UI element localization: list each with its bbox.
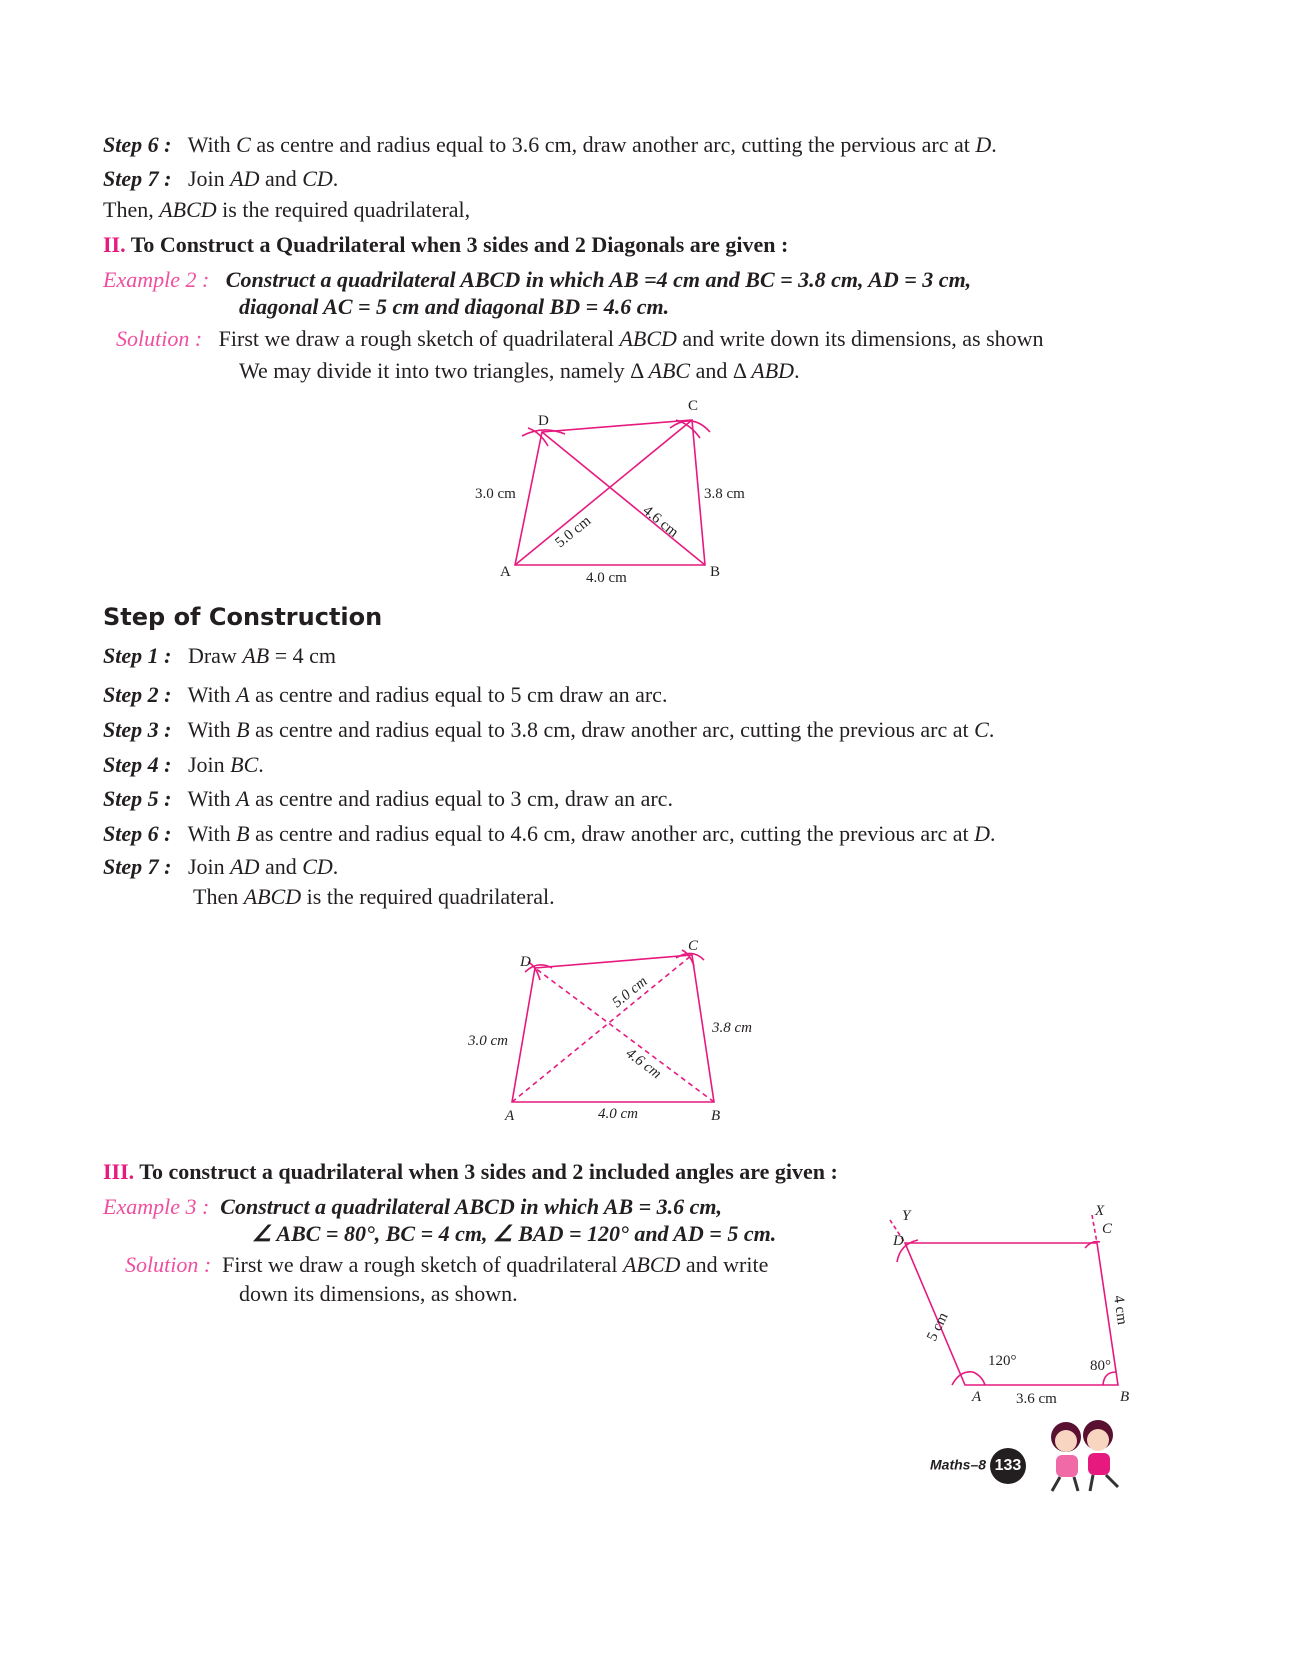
- page-number: 133: [990, 1448, 1026, 1484]
- text-run: and Δ: [690, 358, 752, 383]
- text-run: as centre and radius equal to 3.8 cm, draw another arc, cutting the previous arc at: [249, 717, 975, 742]
- math-variable: AD: [230, 166, 260, 191]
- text-run: .: [794, 358, 800, 383]
- construction-step: [103, 717, 994, 743]
- vertex-label: C: [688, 398, 699, 414]
- math-variable: A: [236, 786, 250, 811]
- diagonal-label: 4.6 cm: [622, 1045, 665, 1083]
- text-run: .: [332, 166, 339, 191]
- vertex-label: D: [538, 413, 549, 429]
- vertex-label: C: [1102, 1221, 1113, 1237]
- step-label: Step 4 :: [103, 752, 172, 777]
- text-run: and write down its dimensions, as shown: [676, 326, 1044, 351]
- side-label: 3.0 cm: [475, 486, 516, 502]
- angle-label: 80°: [1090, 1358, 1111, 1374]
- text-run: We may divide it into two triangles, namely Δ: [239, 358, 649, 383]
- construction-labels: [467, 938, 752, 1124]
- solution-label: Solution :: [116, 326, 203, 351]
- math-variable: ABC: [648, 358, 691, 383]
- book-title: Maths–8: [930, 1456, 987, 1473]
- vertex-label: B: [1120, 1389, 1130, 1405]
- vertex-label: D: [520, 954, 531, 970]
- example-text: Construct a quadrilateral ABCD in which AB =4 cm and BC = 3.8 cm, AD = 3 cm,: [225, 267, 972, 292]
- math-variable: D: [974, 821, 991, 846]
- step-text: [188, 821, 996, 846]
- math-variable: B: [236, 717, 250, 742]
- text-run: and: [259, 166, 303, 191]
- vertex-label: B: [711, 1108, 721, 1124]
- step-text: [188, 643, 336, 668]
- example-text-2: ∠ ABC = 80°, BC = 4 cm, ∠ BAD = 120° and AD = 5 cm.: [252, 1221, 777, 1246]
- text-run: is the required quadrilateral.: [301, 884, 555, 909]
- text-run: .: [990, 821, 996, 846]
- side-label: 3.0 cm: [468, 1033, 508, 1049]
- section-2-heading: [103, 232, 788, 258]
- side-label: 4.0 cm: [586, 570, 627, 586]
- example-label: Example 3 :: [103, 1194, 210, 1219]
- text-run: and write: [680, 1252, 769, 1277]
- text-run: With: [187, 132, 237, 157]
- section-title: To construct a quadrilateral when 3 sides and 2 included angles are given :: [139, 1159, 838, 1184]
- prev-conclusion: [103, 197, 470, 223]
- example-text-2: diagonal AC = 5 cm and diagonal BD = 4.6 cm.: [239, 294, 670, 319]
- ray-label: X: [1095, 1203, 1105, 1219]
- section-title: To Construct a Quadrilateral when 3 sides and 2 Diagonals are given :: [130, 232, 789, 257]
- text-run: Then: [193, 884, 244, 909]
- step-text: [188, 854, 338, 879]
- math-variable: ABCD: [159, 197, 217, 222]
- example-label: Example 2 :: [103, 267, 210, 292]
- math-variable: ABCD: [622, 1252, 681, 1277]
- construction-heading: Step of Construction: [103, 603, 383, 631]
- ray-label: Y: [902, 1208, 911, 1224]
- solution-3: [125, 1252, 768, 1278]
- vertex-label: D: [893, 1233, 904, 1249]
- vertex-label: B: [710, 564, 721, 580]
- example-text: Construct a quadrilateral ABCD in which AB = 3.6 cm,: [220, 1194, 723, 1219]
- vertex-label: C: [688, 938, 699, 954]
- prev-step-6: [103, 132, 997, 158]
- text-run: as centre and radius equal to 5 cm draw an arc.: [249, 682, 668, 707]
- construction-step: [103, 752, 264, 778]
- section-number: III.: [103, 1159, 135, 1184]
- rough-sketch-labels: [475, 398, 745, 586]
- text-run: .: [258, 752, 264, 777]
- math-variable: ABCD: [243, 884, 302, 909]
- math-variable: CD: [302, 166, 333, 191]
- construction-step: [103, 786, 673, 812]
- math-variable: C: [236, 132, 251, 157]
- footer: [930, 1448, 1026, 1484]
- text-run: First we draw a rough sketch of quadrilateral: [218, 326, 620, 351]
- step-text: [188, 752, 264, 777]
- step-text: [188, 786, 673, 811]
- math-variable: C: [974, 717, 989, 742]
- side-label: 3.8 cm: [712, 1020, 752, 1036]
- text-run: Join: [187, 752, 231, 777]
- section-number: II.: [103, 232, 126, 257]
- step-label: Step 7 :: [103, 166, 172, 191]
- solution-2: [116, 326, 1044, 352]
- math-variable: ABCD: [619, 326, 677, 351]
- construction-step: [103, 643, 336, 669]
- prev-step-7: [103, 166, 338, 192]
- diagonal-label: 4.6 cm: [639, 502, 682, 541]
- solution-label: Solution :: [125, 1252, 212, 1277]
- text-run: as centre and radius equal to 3 cm, draw an arc.: [249, 786, 673, 811]
- construction-figure: [512, 950, 714, 1102]
- step-text: [188, 132, 997, 157]
- solution-text: [219, 326, 1044, 351]
- math-variable: ABD: [751, 358, 795, 383]
- text-run: = 4 cm: [269, 643, 337, 668]
- text-run: .: [988, 717, 995, 742]
- math-variable: A: [236, 682, 250, 707]
- vertex-label: A: [505, 1108, 515, 1124]
- math-variable: B: [236, 821, 250, 846]
- text-run: First we draw a rough sketch of quadrilateral: [222, 1252, 623, 1277]
- angle-label: 120°: [988, 1353, 1017, 1369]
- rough-sketch-figure: [515, 420, 710, 565]
- step-label: Step 6 :: [103, 821, 172, 846]
- text-run: and: [259, 854, 303, 879]
- section-3-heading: [103, 1159, 838, 1185]
- vertex-label: A: [972, 1389, 982, 1405]
- step-text: [188, 682, 668, 707]
- kids-illustration: [1038, 1415, 1128, 1495]
- text-run: is the required quadrilateral,: [216, 197, 471, 222]
- side-label: 3.8 cm: [704, 486, 745, 502]
- math-variable: D: [975, 132, 992, 157]
- step-label: Step 5 :: [103, 786, 172, 811]
- text-run: Join: [187, 166, 231, 191]
- solution-text-2: [239, 358, 800, 384]
- text-run: Then,: [103, 197, 160, 222]
- math-variable: AD: [230, 854, 260, 879]
- solution-text-2: [239, 1281, 518, 1307]
- math-variable: CD: [302, 854, 333, 879]
- construction-step: [103, 682, 667, 708]
- text-run: Draw: [187, 643, 243, 668]
- step-label: Step 6 :: [103, 132, 172, 157]
- side-label: 4 cm: [1110, 1294, 1130, 1326]
- text-run: .: [332, 854, 339, 879]
- step-text: [188, 166, 338, 191]
- text-run: Join: [187, 854, 231, 879]
- text-run: With: [187, 821, 237, 846]
- construction-step: [103, 854, 338, 880]
- side-label: 3.6 cm: [1016, 1391, 1057, 1407]
- math-variable: AB: [242, 643, 270, 668]
- step-label: Step 3 :: [103, 717, 172, 742]
- side-label: 5 cm: [924, 1310, 952, 1344]
- text-run: With: [187, 682, 237, 707]
- diagonal-label: 5.0 cm: [552, 512, 595, 552]
- example-3: [103, 1194, 722, 1220]
- text-run: With: [187, 717, 237, 742]
- text-run: down its dimensions, as shown.: [239, 1281, 518, 1306]
- solution-text: [222, 1252, 768, 1277]
- example3-figure: [890, 1215, 1118, 1385]
- text-run: as centre and radius equal to 3.6 cm, draw another arc, cutting the pervious arc at: [250, 132, 976, 157]
- vertex-label: A: [500, 564, 511, 580]
- step-label: Step 7 :: [103, 854, 172, 879]
- construction-conclusion: [193, 884, 555, 910]
- side-label: 4.0 cm: [598, 1106, 638, 1122]
- text-run: With: [187, 786, 237, 811]
- step-text: [188, 717, 995, 742]
- step-label: Step 2 :: [103, 682, 172, 707]
- construction-step: [103, 821, 996, 847]
- text-run: .: [991, 132, 997, 157]
- text-run: as centre and radius equal to 4.6 cm, draw another arc, cutting the previous arc at: [249, 821, 975, 846]
- math-variable: BC: [230, 752, 259, 777]
- diagonal-label: 5.0 cm: [609, 973, 651, 1012]
- example3-labels: [892, 1203, 1130, 1407]
- step-label: Step 1 :: [103, 643, 172, 668]
- example-2: [103, 267, 971, 293]
